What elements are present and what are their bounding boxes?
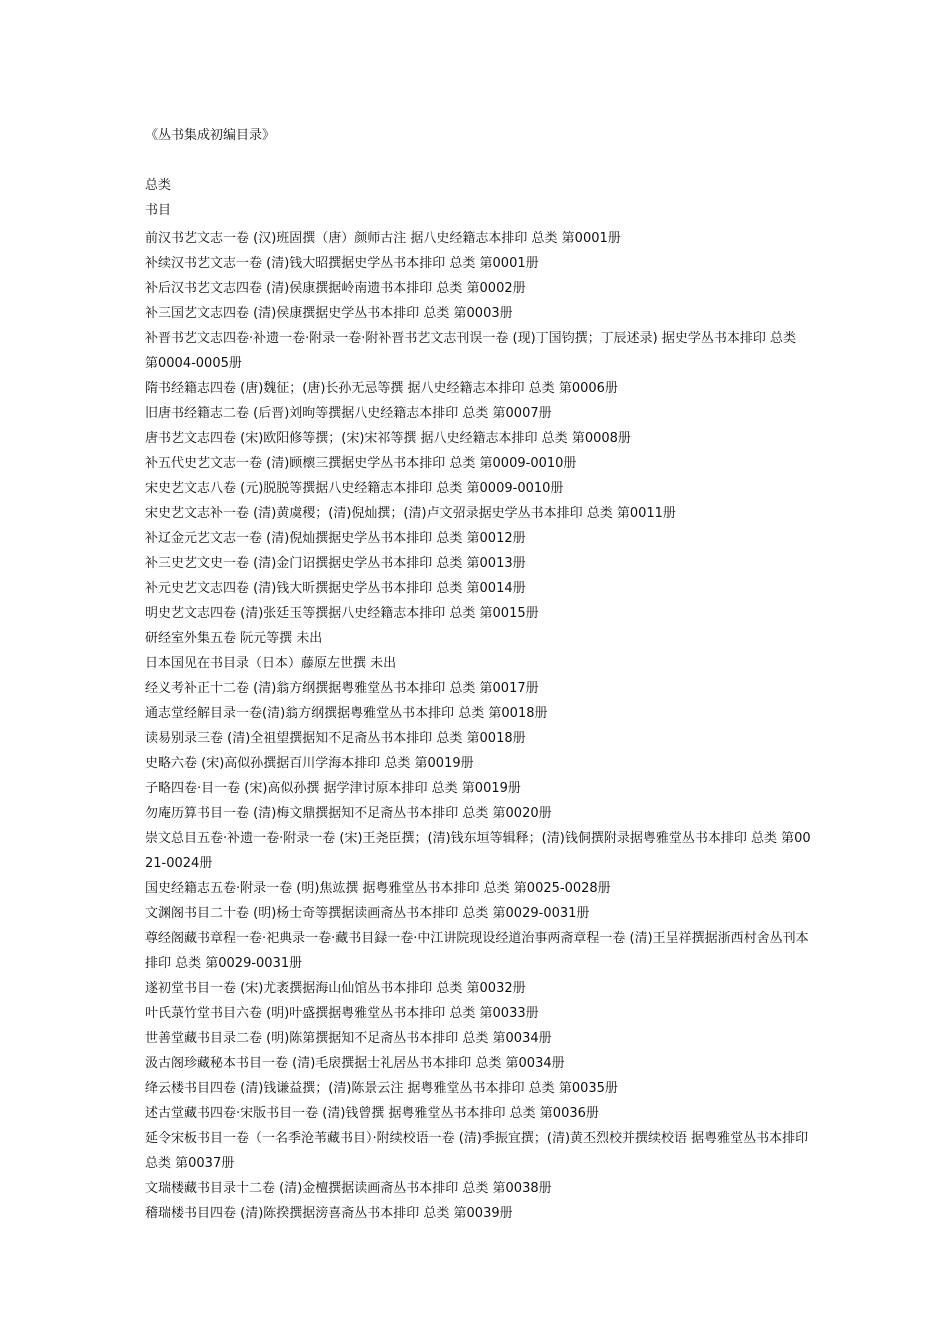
catalog-entry: 旧唐书经籍志二卷 (后晋)刘昫等撰据八史经籍志本排印 总类 第0007册	[145, 406, 552, 421]
category-heading: 总类	[145, 178, 172, 193]
catalog-entry: 延令宋板书目一卷（一名季沧苇藏书目）·附续校语一卷 (清)季振宜撰；(清)黄丕烈校并撰续校语 据粤雅堂丛书本排印 总类 第0037册	[145, 1131, 809, 1171]
catalog-entry-list	[145, 226, 813, 1226]
catalog-entry: 补后汉书艺文志四卷 (清)侯康撰据岭南遗书本排印 总类 第0002册	[145, 281, 526, 296]
catalog-entry: 子略四卷·目一卷 (宋)高似孙撰 据学津讨原本排印 总类 第0019册	[145, 781, 521, 796]
catalog-entry: 稽瑞楼书目四卷 (清)陈揆撰据滂喜斋丛书本排印 总类 第0039册	[145, 1206, 513, 1221]
catalog-entry: 补辽金元艺文志一卷 (清)倪灿撰据史学丛书本排印 总类 第0012册	[145, 531, 526, 546]
catalog-entry: 遂初堂书目一卷 (宋)尤袤撰据海山仙馆丛书本排印 总类 第0032册	[145, 981, 526, 996]
catalog-entry: 前汉书艺文志一卷 (汉)班固撰（唐）颜师古注 据八史经籍志本排印 总类 第0001册	[145, 231, 621, 246]
catalog-entry: 研经室外集五卷 阮元等撰 未出	[145, 631, 323, 646]
document-title: 《丛书集成初编目录》	[145, 128, 276, 143]
catalog-entry: 尊经阁藏书章程一卷·祀典录一卷·藏书目録一卷·中江讲院现设经道治事两斋章程一卷 (清)王呈祥撰据浙西村舍丛刊本排印 总类 第0029-0031册	[145, 931, 809, 971]
catalog-entry: 勿庵历算书目一卷 (清)梅文鼎撰据知不足斋丛书本排印 总类 第0020册	[145, 806, 552, 821]
catalog-entry: 文渊阁书目二十卷 (明)杨士奇等撰据读画斋丛书本排印 总类 第0029-0031册	[145, 906, 590, 921]
catalog-entry: 绛云楼书目四卷 (清)钱谦益撰；(清)陈景云注 据粤雅堂丛书本排印 总类 第0035册	[145, 1081, 618, 1096]
catalog-entry: 国史经籍志五卷·附录一卷 (明)焦竑撰 据粤雅堂丛书本排印 总类 第0025-0028册	[145, 881, 611, 896]
catalog-entry: 补元史艺文志四卷 (清)钱大昕撰据史学丛书本排印 总类 第0014册	[145, 581, 526, 596]
catalog-entry: 叶氏菉竹堂书目六卷 (明)叶盛撰据粤雅堂丛书本排印 总类 第0033册	[145, 1006, 539, 1021]
catalog-entry: 读易别录三卷 (清)全祖望撰据知不足斋丛书本排印 总类 第0018册	[145, 731, 526, 746]
subcategory-heading: 书目	[145, 203, 172, 218]
catalog-entry: 通志堂经解目录一卷(清)翁方纲撰据粤雅堂丛书本排印 总类 第0018册	[145, 706, 548, 721]
catalog-entry: 隋书经籍志四卷 (唐)魏征；(唐)长孙无忌等撰 据八史经籍志本排印 总类 第0006册	[145, 381, 618, 396]
catalog-entry: 文瑞楼藏书目录十二卷 (清)金檀撰据读画斋丛书本排印 总类 第0038册	[145, 1181, 552, 1196]
catalog-entry: 世善堂藏书目录二卷 (明)陈第撰据知不足斋丛书本排印 总类 第0034册	[145, 1031, 552, 1046]
catalog-entry: 补三史艺文史一卷 (清)金门诏撰据史学丛书本排印 总类 第0013册	[145, 556, 526, 571]
catalog-entry: 汲古阁珍藏秘本书目一卷 (清)毛扆撰据士礼居丛书本排印 总类 第0034册	[145, 1056, 565, 1071]
catalog-entry: 补晋书艺文志四卷·补遗一卷·附录一卷·附补晋书艺文志刊误一卷 (现)丁国钧撰；丁辰述录) 据史学丛书本排印 总类 第0004-0005册	[145, 331, 797, 371]
catalog-entry: 补三国艺文志四卷 (清)侯康撰据史学丛书本排印 总类 第0003册	[145, 306, 513, 321]
catalog-entry: 补五代史艺文志一卷 (清)顾櫰三撰据史学丛书本排印 总类 第0009-0010册	[145, 456, 577, 471]
catalog-entry: 经义考补正十二卷 (清)翁方纲撰据粤雅堂丛书本排印 总类 第0017册	[145, 681, 539, 696]
catalog-entry: 补续汉书艺文志一卷 (清)钱大昭撰据史学丛书本排印 总类 第0001册	[145, 256, 539, 271]
catalog-entry: 宋史艺文志补一卷 (清)黄虞稷；(清)倪灿撰；(清)卢文弨录据史学丛书本排印 总类 第0011册	[145, 506, 676, 521]
catalog-entry: 史略六卷 (宋)高似孙撰据百川学海本排印 总类 第0019册	[145, 756, 474, 771]
catalog-entry: 宋史艺文志八卷 (元)脱脱等撰据八史经籍志本排印 总类 第0009-0010册	[145, 481, 564, 496]
catalog-entry: 唐书艺文志四卷 (宋)欧阳修等撰；(宋)宋祁等撰 据八史经籍志本排印 总类 第0008册	[145, 431, 631, 446]
catalog-entry: 日本国见在书目录（日本）藤原左世撰 未出	[145, 656, 397, 671]
catalog-entry: 述古堂藏书四卷·宋版书目一卷 (清)钱曾撰 据粤雅堂丛书本排印 总类 第0036册	[145, 1106, 599, 1121]
catalog-entry: 崇文总目五卷·补遗一卷·附录一卷 (宋)王尧臣撰；(清)钱东垣等辑释；(清)钱侗撰附录据粤雅堂丛书本排印 总类 第0021-0024册	[145, 831, 811, 871]
catalog-entry: 明史艺文志四卷 (清)张廷玉等撰据八史经籍志本排印 总类 第0015册	[145, 606, 539, 621]
